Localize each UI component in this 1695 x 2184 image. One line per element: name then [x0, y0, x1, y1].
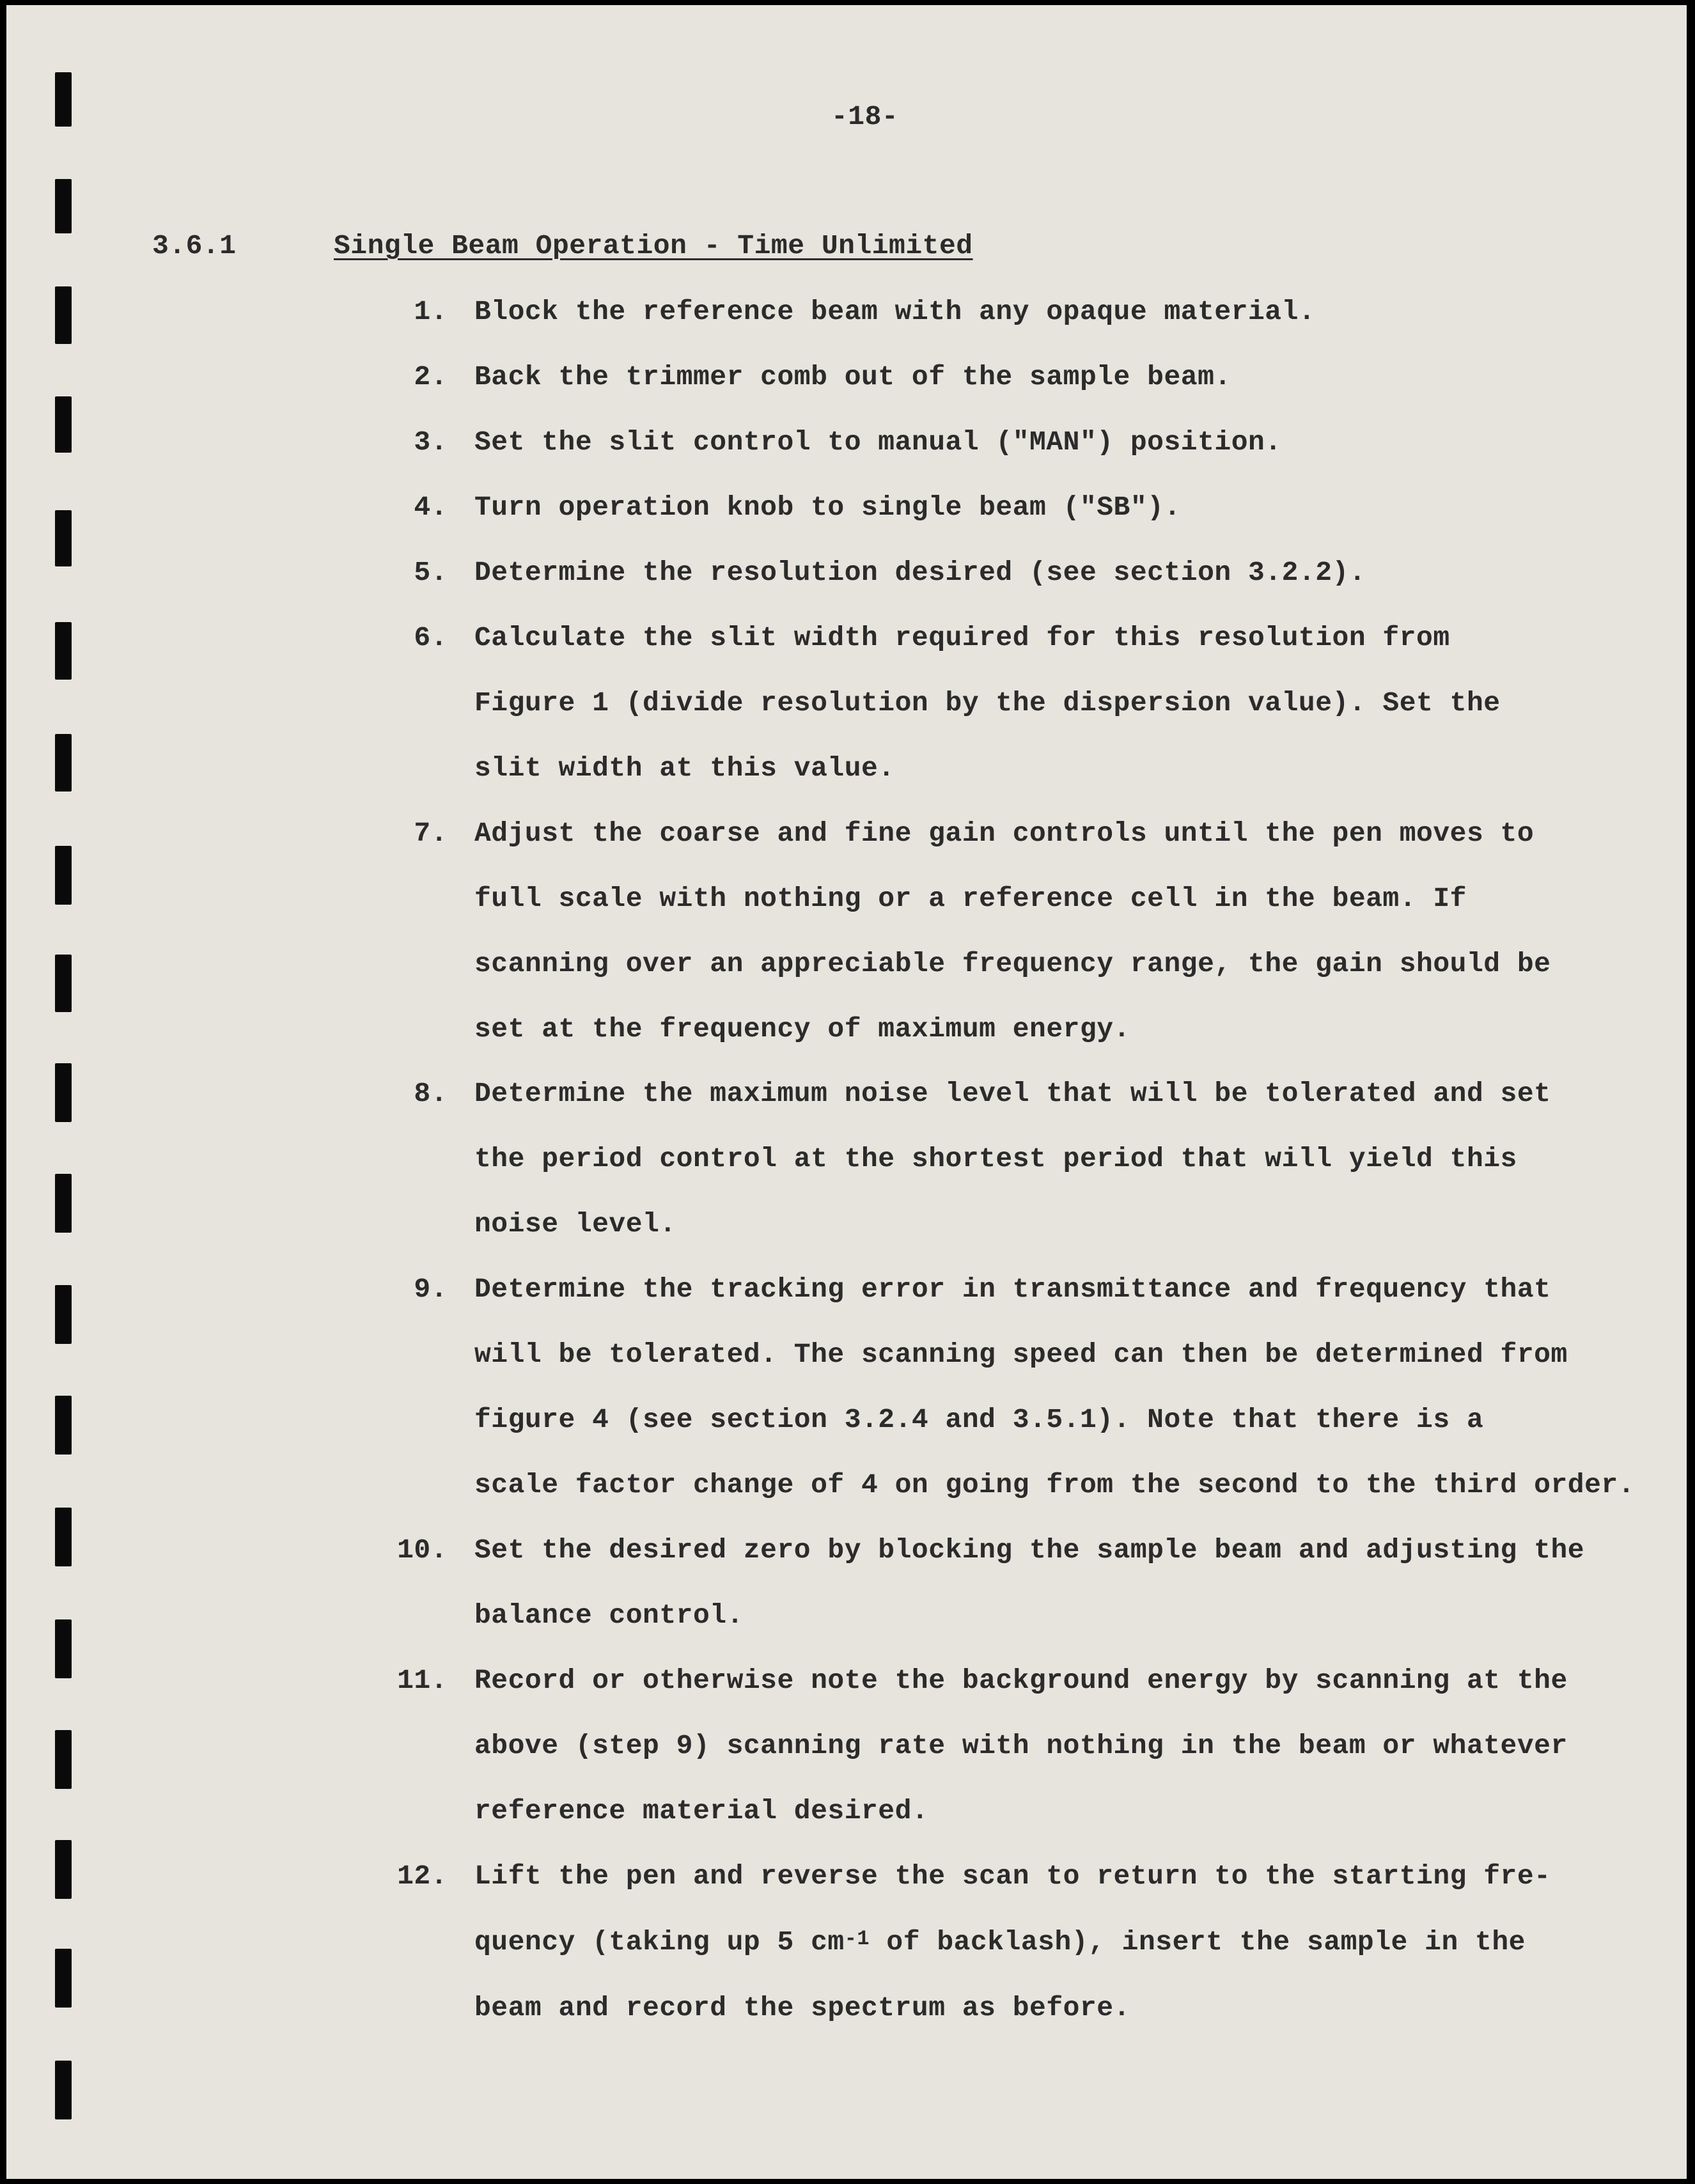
step-text-line: noise level. [474, 1208, 676, 1240]
step-text-line: the period control at the shortest period that will yield this [474, 1143, 1517, 1174]
binding-mark [55, 72, 72, 127]
binding-mark [55, 846, 72, 905]
section-number: 3.6.1 [152, 230, 237, 261]
step-text-line: Adjust the coarse and fine gain controls until the pen moves to [474, 818, 1535, 849]
step-text-line: balance control. [474, 1600, 744, 1631]
step-number: 12. [397, 1860, 448, 1892]
step-text-line: Figure 1 (divide resolution by the dispersion value). Set the [474, 687, 1501, 719]
paper-sheet [6, 5, 1687, 2179]
binding-mark [55, 1285, 72, 1344]
binding-mark [55, 1730, 72, 1789]
binding-mark [55, 1840, 72, 1899]
step-number: 8. [414, 1078, 448, 1109]
binding-mark [55, 1508, 72, 1566]
step-text-line: beam and record the spectrum as before. [474, 1992, 1130, 2024]
binding-mark [55, 734, 72, 792]
binding-mark [55, 1619, 72, 1678]
step-text-line: scale factor change of 4 on going from the second to the third order. [474, 1469, 1635, 1501]
step-text-line: Back the trimmer comb out of the sample beam. [474, 361, 1231, 393]
superscript-exponent: -1 [844, 1927, 870, 1951]
step-number: 1. [414, 296, 448, 327]
step-number: 10. [397, 1534, 448, 1566]
binding-mark [55, 2061, 72, 2119]
step-number: 2. [414, 361, 448, 393]
step-text-line: set at the frequency of maximum energy. [474, 1013, 1130, 1045]
step-text-line: Lift the pen and reverse the scan to return to the starting fre- [474, 1860, 1551, 1892]
step-number: 5. [414, 557, 448, 588]
step-number: 7. [414, 818, 448, 849]
step-number: 3. [414, 426, 448, 458]
step-text-fragment: of backlash), insert the sample in the [870, 1926, 1526, 1958]
step-text-line: Determine the tracking error in transmittance and frequency that [474, 1274, 1551, 1305]
step-text-line: scanning over an appreciable frequency range, the gain should be [474, 948, 1551, 979]
binding-mark [55, 1396, 72, 1455]
binding-mark [55, 1174, 72, 1233]
step-number: 11. [397, 1665, 448, 1696]
step-text-fragment: quency (taking up 5 cm [474, 1926, 845, 1958]
step-text-line: full scale with nothing or a reference cell in the beam. If [474, 883, 1467, 914]
step-text-line: slit width at this value. [474, 753, 895, 784]
step-text-line: Block the reference beam with any opaque material. [474, 296, 1316, 327]
binding-mark [55, 1063, 72, 1122]
step-text-line: Calculate the slit width required for this resolution from [474, 622, 1450, 653]
step-text-line: above (step 9) scanning rate with nothing in the beam or whatever [474, 1730, 1568, 1761]
step-text-line: reference material desired. [474, 1795, 929, 1827]
step-text-line: Set the desired zero by blocking the sample beam and adjusting the [474, 1534, 1585, 1566]
binding-mark [55, 510, 72, 566]
step-text-line: will be tolerated. The scanning speed can then be determined from [474, 1339, 1568, 1370]
step-text-line-with-superscript [474, 1926, 1526, 1958]
step-number: 4. [414, 492, 448, 523]
step-text-line: Set the slit control to manual ("MAN") position. [474, 426, 1282, 458]
step-text-line: Determine the resolution desired (see section 3.2.2). [474, 557, 1366, 588]
binding-mark [55, 622, 72, 680]
step-text-line: figure 4 (see section 3.2.4 and 3.5.1). Note that there is a [474, 1404, 1484, 1435]
step-text-line: Determine the maximum noise level that will be tolerated and set [474, 1078, 1551, 1109]
step-text-line: Record or otherwise note the background energy by scanning at the [474, 1665, 1568, 1696]
step-text-line: Turn operation knob to single beam ("SB"). [474, 492, 1181, 523]
binding-mark [55, 396, 72, 453]
step-number: 9. [414, 1274, 448, 1305]
binding-mark [55, 1949, 72, 2008]
page-number: -18- [831, 101, 899, 132]
binding-mark [55, 955, 72, 1012]
step-number: 6. [414, 622, 448, 653]
binding-mark [55, 286, 72, 344]
binding-mark [55, 179, 72, 233]
section-title: Single Beam Operation - Time Unlimited [334, 230, 973, 261]
